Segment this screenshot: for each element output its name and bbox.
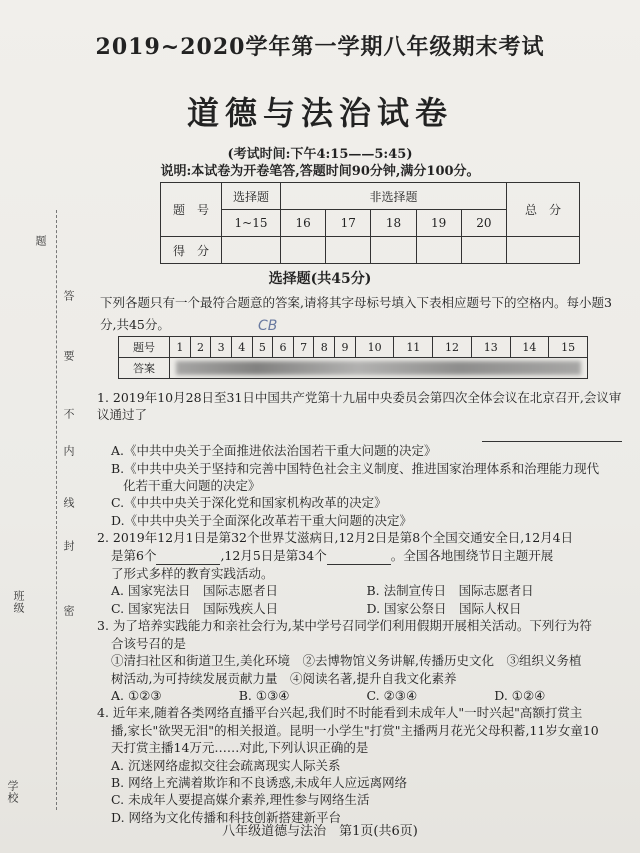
- answer-number-13: 13: [471, 337, 510, 358]
- answer-number-15: 15: [549, 337, 588, 358]
- answer-number-14: 14: [510, 337, 549, 358]
- section-instruction: 下列各题只有一个最符合题意的答案,请将其字母标号填入下表相应题号下的空格内。每小题3分,共45分。: [100, 295, 612, 332]
- score-header-total: 总 分: [507, 183, 580, 237]
- score-col-18: 18: [371, 210, 416, 237]
- q1-option-b-cont: 化若干重大问题的决定》: [123, 478, 261, 494]
- answer-number-8: 8: [314, 337, 335, 358]
- score-cell[interactable]: [281, 237, 326, 264]
- q4-option-c: C. 未成年人要提高媒介素养,理性参与网络生活: [111, 792, 370, 808]
- q3-line3: ①清扫社区和街道卫生,美化环境 ②去博物馆义务讲解,传播历史文化 ③组织义务植: [111, 653, 582, 669]
- binding-char-xian: 线: [62, 497, 75, 509]
- binding-char-bu: 不: [62, 408, 75, 420]
- q4-option-d: D. 网络为文化传播和科技创新搭建新平台: [111, 809, 342, 825]
- q3-line4: 树活动,为可持续发展贡献力量 ④阅读名著,提升自我文化素养: [111, 670, 457, 686]
- q2-text-b: ,12月5日是第34个: [220, 547, 327, 563]
- answer-number-4: 4: [231, 337, 252, 358]
- exam-title: 2019~2020学年第一学期八年级期末考试: [95, 34, 545, 60]
- q2-option-a: A. 国家宪法日 国际志愿者日: [111, 583, 278, 599]
- q4-line1: 4. 近年来,随着各类网络直播平台兴起,我们时不时能看到未成年人"一时兴起"高额打赏主: [97, 705, 583, 721]
- q2-option-c: C. 国家宪法日 国际残疾人日: [111, 600, 279, 616]
- handwritten-mark: CB: [258, 318, 278, 334]
- binding-char-mi: 密: [62, 605, 75, 617]
- exam-time: (考试时间:下午4:15——5:45): [227, 147, 413, 162]
- section-heading: 选择题(共45分): [268, 271, 372, 287]
- score-cell[interactable]: [507, 237, 580, 264]
- q2-line1: 2. 2019年12月1日是第32个世界艾滋病日,12月2日是第8个全国交通安全日,12月4日: [97, 530, 574, 546]
- subject-title: 道德与法治试卷: [186, 94, 453, 132]
- answer-table: [118, 336, 588, 379]
- answer-row-label: 题号: [119, 337, 170, 358]
- q1-option-c: C.《中共中央关于深化党和国家机构改革的决定》: [111, 495, 387, 511]
- binding-line: [56, 210, 57, 810]
- score-col-16: 16: [281, 210, 326, 237]
- binding-char-da: 答: [62, 290, 75, 302]
- score-cell[interactable]: [416, 237, 461, 264]
- score-col-19: 19: [416, 210, 461, 237]
- q1-stem: 1. 2019年10月28日至31日中国共产党第十九届中央委员会第四次全体会议在北京召开,会议审议通过了: [97, 390, 622, 423]
- q4-line3: 天打赏主播14万元……对此,下列认识正确的是: [111, 740, 369, 756]
- q1-option-a: A.《中共中央关于全面推进依法治国若干重大问题的决定》: [111, 443, 437, 459]
- score-table: [160, 182, 580, 264]
- binding-char-feng: 封: [62, 540, 75, 552]
- answer-answer-label: 答案: [119, 358, 170, 379]
- q2-option-d: D. 国家公祭日 国际人权日: [366, 600, 522, 616]
- score-header-choice: 选择题: [222, 183, 281, 210]
- q3-line1: 3. 为了培养实践能力和亲社会行为,某中学号召同学们利用假期开展相关活动。下列行为符: [97, 618, 592, 634]
- binding-char-yao: 要: [62, 350, 75, 362]
- score-col-17: 17: [326, 210, 371, 237]
- q3-options: [97, 687, 622, 704]
- q1-option-b: B.《中共中央关于坚持和完善中国特色社会主义制度、推进国家治理体系和治理能力现代: [111, 460, 600, 476]
- q4-option-b: B. 网络上充满着欺诈和不良诱惑,未成年人应远离网络: [111, 774, 408, 790]
- q2-line2: [97, 547, 622, 565]
- score-header-number: 题 号: [161, 183, 222, 237]
- answer-number-9: 9: [335, 337, 356, 358]
- q1-option-d: D.《中共中央关于全面深化改革若干重大问题的决定》: [111, 512, 413, 528]
- score-col-20: 20: [461, 210, 506, 237]
- binding-char-ti: 题: [34, 235, 47, 247]
- answer-number-1: 1: [170, 337, 191, 358]
- answer-number-10: 10: [355, 337, 394, 358]
- answer-number-12: 12: [433, 337, 472, 358]
- page-footer: 八年级道德与法治 第1页(共6页): [222, 824, 418, 839]
- q3-option-a: A. ①②③: [111, 687, 162, 703]
- q3-line2: 合该号召的是: [111, 635, 187, 651]
- binding-class-label: 班级: [12, 590, 25, 614]
- q2-options-row1: [97, 582, 622, 599]
- answer-number-7: 7: [293, 337, 314, 358]
- q2-text-a: 是第6个: [111, 547, 157, 563]
- question-list: [97, 389, 622, 826]
- q2-text-c: 。全国各地围绕节日主题开展: [390, 547, 554, 563]
- q4-option-a: A. 沉迷网络虚拟交往会疏离现实人际关系: [111, 757, 341, 773]
- q1-answer-blank: [97, 424, 622, 442]
- answer-number-6: 6: [273, 337, 294, 358]
- q2-options-row2: [97, 600, 622, 617]
- blurred-answers: [176, 361, 581, 375]
- binding-char-nei: 内: [62, 445, 75, 457]
- score-cell[interactable]: [371, 237, 416, 264]
- exam-notice: 说明:本试卷为开卷笔答,答题时间90分钟,满分100分。: [160, 164, 480, 179]
- score-header-nonchoice: 非选择题: [281, 183, 507, 210]
- q4-line2: 播,家长"欲哭无泪"的相关报道。昆明一小学生"打赏"主播两月花光父母积蓄,11岁女童10: [111, 722, 599, 738]
- answer-cells-blurred[interactable]: [170, 358, 588, 379]
- answer-number-3: 3: [211, 337, 232, 358]
- score-cell[interactable]: [222, 237, 281, 264]
- q2-line3: 了形式多样的教育实践活动。: [111, 566, 274, 582]
- q3-option-d: D. ①②④: [494, 687, 546, 703]
- answer-number-11: 11: [394, 337, 433, 358]
- q2-option-b: B. 法制宣传日 国际志愿者日: [366, 583, 534, 599]
- q3-option-b: B. ①③④: [238, 687, 290, 703]
- q3-option-c: C. ②③④: [366, 687, 418, 703]
- score-col-1-15: 1~15: [222, 210, 281, 237]
- answer-number-5: 5: [252, 337, 273, 358]
- score-cell[interactable]: [461, 237, 506, 264]
- score-row-label: 得 分: [161, 237, 222, 264]
- answer-number-2: 2: [190, 337, 211, 358]
- binding-school-label: 学校: [6, 780, 19, 804]
- score-cell[interactable]: [326, 237, 371, 264]
